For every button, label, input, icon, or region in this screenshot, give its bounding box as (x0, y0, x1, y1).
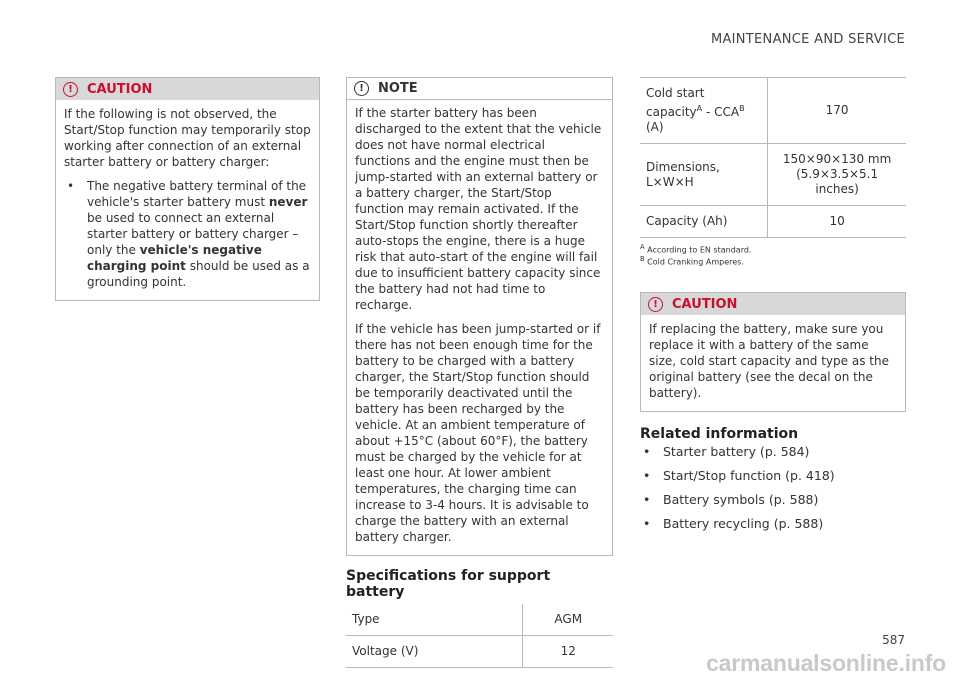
table-cell: AGM (523, 604, 613, 636)
cca-label: (A) (646, 120, 664, 134)
caution-title: CAUTION (87, 81, 153, 97)
cca-label: - CCA (702, 105, 740, 119)
related-link[interactable]: • Battery symbols (p. 588) (640, 492, 906, 508)
note-body (347, 100, 612, 555)
note-header (347, 78, 612, 100)
caution-header (641, 293, 905, 315)
caution-text: If replacing the battery, make sure you replace it with a battery of the same size, cold start capacity and type as the original battery (see the decal on the battery). (649, 322, 889, 401)
cca-label: Cold start capacity (646, 86, 705, 119)
footnote-ref: A (696, 104, 703, 113)
caution-box (640, 292, 906, 412)
related-list (640, 444, 906, 532)
note-title: NOTE (378, 81, 418, 96)
footnote-ref: B (739, 104, 745, 113)
table-cell (640, 78, 768, 144)
table-row (640, 206, 906, 238)
page-header: MAINTENANCE AND SERVICE (710, 32, 905, 47)
related-link[interactable]: • Battery recycling (p. 588) (640, 516, 906, 532)
note-box (346, 77, 613, 556)
table-cell: 170 (768, 78, 906, 144)
footnote-text: Cold Cranking Amperes. (647, 257, 744, 267)
note-paragraph: If the vehicle has been jump-started or if there has not been enough time for the battery to be charged with a battery charger, the Start/Stop function should be temporarily deactivated until the battery has been recharged by the vehicle. At an ambient temperature of about +15°C (about 60°F), the battery must be charged by the vehicle for at least one hour. At lower ambient temperatures, the charging time can increase to 3-4 hours. It is advisable to charge the battery with an external battery charger. (355, 322, 601, 544)
caution-bullet-text: be used to connect an external starter battery or battery charger – only the (87, 211, 299, 257)
spec-heading: Specifications for support battery (346, 568, 551, 600)
caution-body (641, 315, 905, 411)
page-number: 587 (882, 633, 905, 647)
table-footnotes (640, 243, 906, 266)
related-information (640, 426, 906, 532)
caution-list (64, 178, 311, 290)
footnote (640, 243, 906, 255)
footnote-text: According to EN standard. (647, 245, 752, 255)
table-row (640, 78, 906, 144)
table-row (346, 604, 613, 636)
watermark: carmanualsonline.info (706, 650, 946, 676)
caution-intro: If the following is not observed, the Start/Stop function may temporarily stop working after connection of an external starter battery or battery charger: (64, 107, 311, 169)
table-row (346, 636, 613, 668)
related-link[interactable]: • Start/Stop function (p. 418) (640, 468, 906, 484)
caution-bullet-emphasis: vehicle's negative charging point (87, 243, 262, 273)
caution-bullet-text: should be used as a grounding point. (87, 259, 310, 289)
footnote-mark: B (640, 254, 645, 263)
table-cell: 150×90×130 mm (5.9×3.5×5.1 inches) (768, 144, 906, 206)
exclamation-circle-icon: ! (648, 297, 663, 312)
spec-table-continued (640, 77, 906, 238)
table-cell: 12 (523, 636, 613, 668)
related-link[interactable]: • Starter battery (p. 584) (640, 444, 906, 460)
exclamation-circle-icon: ! (63, 82, 78, 97)
left-column (55, 77, 320, 301)
spec-table (346, 604, 613, 668)
table-cell: 10 (768, 206, 906, 238)
caution-header (56, 78, 319, 100)
caution-list-item (64, 178, 311, 290)
caution-bullet-emphasis: never (268, 195, 308, 209)
footnote-mark: A (640, 243, 645, 251)
middle-column (346, 77, 613, 668)
table-cell: Dimensions, L×W×H (640, 144, 768, 206)
caution-body (56, 100, 319, 300)
caution-bullet-text: The negative battery terminal of the vehicle's starter battery must (87, 179, 307, 209)
exclamation-circle-icon: ! (354, 81, 369, 96)
footnote (640, 255, 906, 267)
table-cell: Type (346, 604, 523, 636)
table-cell: Capacity (Ah) (640, 206, 768, 238)
note-paragraph: If the starter battery has been discharged to the extent that the vehicle does not have normal electrical functions and the engine must then be jump-started with an external battery or a battery charger, the Start/Stop function may remain activated. If the Start/Stop function shortly thereafter auto-stops the engine, there is a huge risk that auto-start of the engine will fail due to insufficient battery capacity since the battery had not had time to recharge. (355, 106, 602, 312)
caution-box (55, 77, 320, 301)
caution-title: CAUTION (672, 296, 738, 312)
related-heading: Related information (640, 426, 799, 443)
table-row (640, 144, 906, 206)
table-cell: Voltage (V) (346, 636, 523, 668)
right-column (640, 77, 906, 540)
